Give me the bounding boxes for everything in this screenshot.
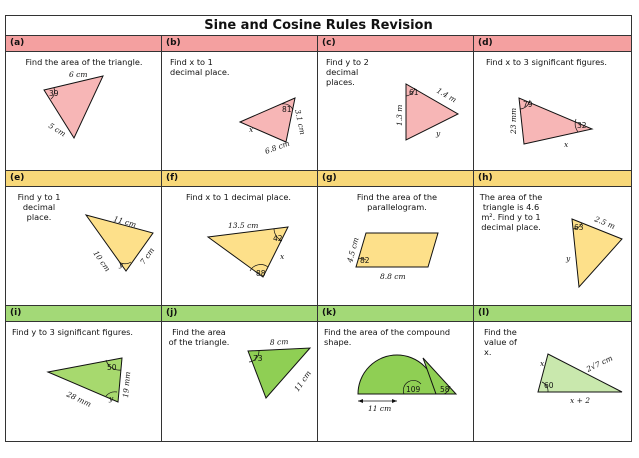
- side-label: 5 cm: [46, 121, 68, 139]
- question-text: Find the area of the triangle.: [25, 57, 143, 67]
- triangle-diagram: [162, 52, 318, 170]
- unknown-label: x: [564, 140, 569, 149]
- angle-label: 73: [253, 354, 263, 363]
- question-text: Find the area of the triangle.: [168, 327, 230, 347]
- cell-label: (l): [474, 306, 631, 322]
- angle-label: 109: [406, 385, 421, 394]
- triangle-diagram: [162, 322, 318, 440]
- triangle-diagram: [6, 52, 162, 170]
- side-label: 1.3 m: [395, 104, 404, 126]
- side-label: 4.5 cm: [345, 236, 361, 264]
- cell-f: [162, 171, 318, 306]
- cell-l: [474, 306, 631, 441]
- cell-d: [474, 36, 631, 171]
- side-label: 13.5 cm: [228, 221, 259, 230]
- triangle-diagram: [474, 322, 631, 440]
- side-label: x + 2: [570, 396, 591, 405]
- sheet-title: Sine and Cosine Rules Revision: [6, 16, 631, 36]
- unknown-label: y: [109, 394, 114, 403]
- angle-label: 63: [574, 223, 584, 232]
- angle-label: 82: [360, 256, 370, 265]
- side-label: 2.5 m: [593, 214, 617, 231]
- cell-label: (k): [318, 306, 473, 322]
- cell-e: [6, 171, 162, 306]
- side-label: x: [540, 359, 545, 368]
- cell-label: (h): [474, 171, 631, 187]
- side-label: 11 cm: [368, 404, 392, 413]
- angle-label: 79: [523, 100, 533, 109]
- cell-label: (c): [318, 36, 473, 52]
- triangle-diagram: [162, 187, 318, 305]
- triangle-diagram: [318, 52, 474, 170]
- side-label: 8 cm: [269, 337, 289, 347]
- question-text: Find y to 1 decimal place.: [17, 192, 61, 222]
- cell-label: (d): [474, 36, 631, 52]
- side-label: 2√7 cm: [584, 353, 615, 374]
- triangle-diagram: [6, 187, 162, 305]
- cell-label: (f): [162, 171, 317, 187]
- triangle-diagram: [474, 187, 631, 305]
- side-label: 1.4 m: [435, 85, 459, 105]
- side-label: 6 cm: [69, 70, 88, 79]
- cell-a: [6, 36, 162, 171]
- question-text: Find x to 3 significant figures.: [486, 57, 607, 67]
- question-text: Find y to 2 decimal places.: [326, 57, 369, 87]
- question-text: Find the value of x.: [484, 327, 517, 357]
- unknown-label: y: [119, 260, 124, 269]
- side-label: 3.1 cm: [293, 108, 308, 136]
- side-label: 7 cm: [138, 245, 157, 267]
- compound-shape-diagram: [318, 322, 474, 440]
- question-text: Find the area of the parallelogram.: [356, 192, 438, 212]
- cell-label: (j): [162, 306, 317, 322]
- angle-label: 88: [256, 269, 266, 278]
- angle-label: 58: [440, 385, 450, 394]
- cell-label: (b): [162, 36, 317, 52]
- parallelogram-diagram: [318, 187, 474, 305]
- angle-label: 42: [273, 234, 283, 243]
- question-text: The area of the triangle is 4.6 m². Find y to 1 decimal place.: [479, 192, 543, 232]
- cell-label: (e): [6, 171, 161, 187]
- cell-b: [162, 36, 318, 171]
- cell-h: [474, 171, 631, 306]
- side-label: 11 cm: [292, 368, 313, 394]
- cell-j: [162, 306, 318, 441]
- cell-label: (a): [6, 36, 161, 52]
- unknown-label: y: [436, 129, 441, 138]
- angle-label: 50: [107, 363, 117, 372]
- unknown-label: x: [249, 125, 254, 134]
- side-label: 11 cm: [112, 214, 138, 230]
- cell-c: [318, 36, 474, 171]
- angle-label: 61: [409, 88, 419, 97]
- cell-i: [6, 306, 162, 441]
- side-label: 23 mm: [509, 107, 518, 134]
- side-label: 10 cm: [91, 248, 113, 274]
- angle-label: 32: [577, 121, 587, 130]
- side-label: 28 mm: [65, 389, 93, 409]
- angle-label: 81: [282, 105, 292, 114]
- unknown-label: x: [280, 252, 285, 261]
- cell-label: (g): [318, 171, 473, 187]
- triangle-diagram: [474, 52, 631, 170]
- cell-g: [318, 171, 474, 306]
- cell-label: (i): [6, 306, 161, 322]
- question-text: Find x to 1 decimal place.: [186, 192, 291, 202]
- side-label: 6.8 cm: [263, 138, 291, 156]
- question-text: Find the area of the compound shape.: [324, 327, 451, 347]
- question-text: Find x to 1 decimal place.: [170, 57, 230, 77]
- revision-sheet: [5, 15, 632, 442]
- angle-label: 39: [49, 89, 59, 98]
- cell-k: [318, 306, 474, 441]
- side-label: 8.8 cm: [380, 272, 406, 281]
- side-label: 19 mm: [121, 371, 133, 399]
- unknown-label: y: [566, 254, 571, 263]
- triangle-diagram: [6, 322, 162, 440]
- angle-label: 60: [544, 381, 554, 390]
- question-text: Find y to 3 significant figures.: [12, 327, 133, 337]
